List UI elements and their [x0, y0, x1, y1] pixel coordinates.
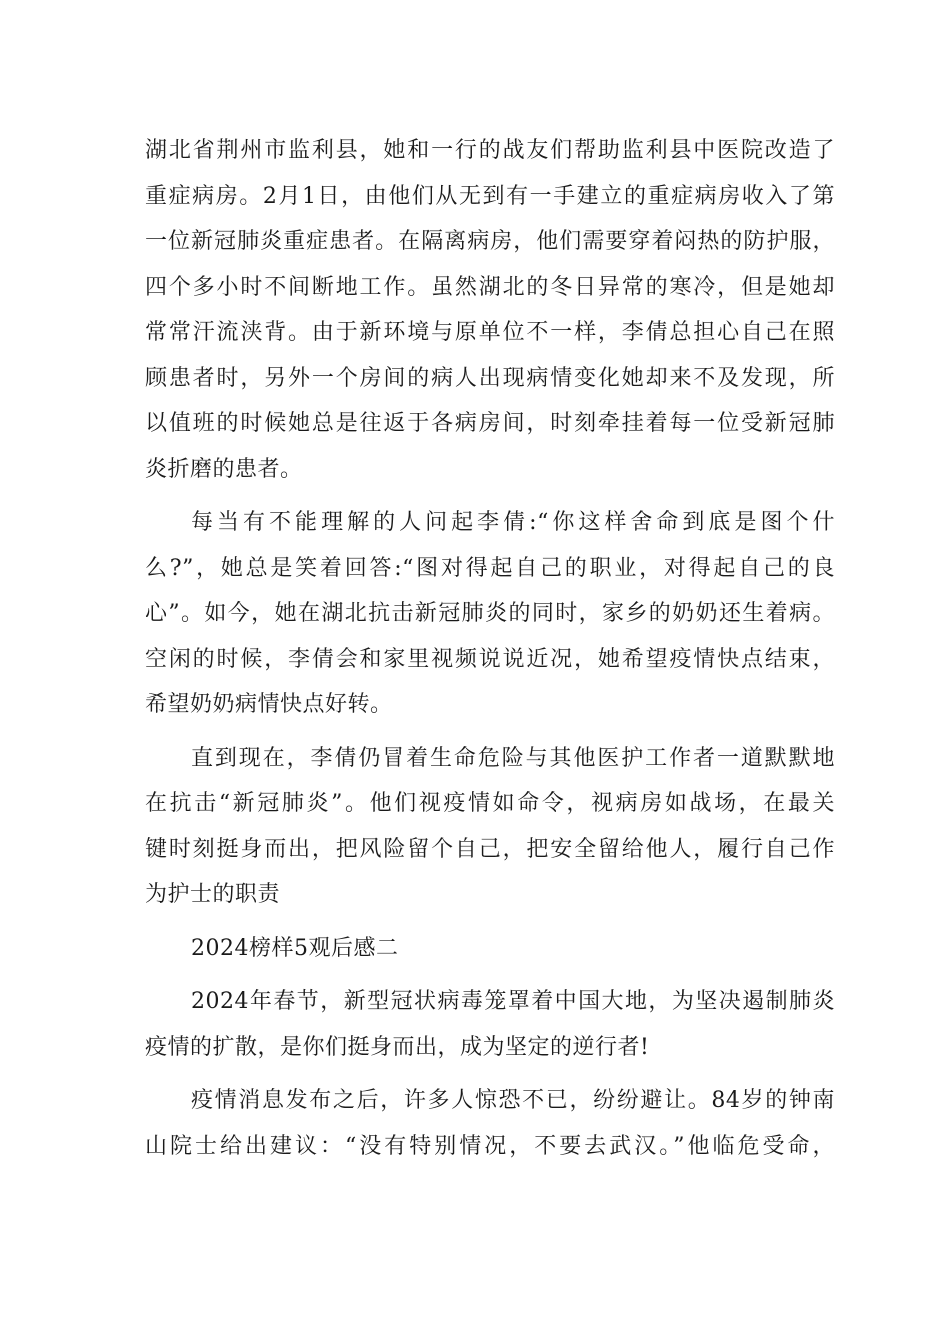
text-line: 每当有不能理解的人问起李倩:“你这样舍命到底是图个什 [191, 510, 835, 535]
section-title: 2024榜样5观后感二 [191, 935, 399, 961]
text-line: 在抗击“新冠肺炎”。他们视疫情如命令，视病房如战场，在最关 [145, 791, 835, 816]
section-heading [145, 926, 835, 972]
text-line: 么?”，她总是笑着回答:“图对得起自己的职业，对得起自己的良 [145, 555, 836, 581]
text-line: 键时刻挺身而出，把风险留个自己，把安全留给他人，履行自己作 [145, 836, 835, 862]
text-line: 心”。如今，她在湖北抗击新冠肺炎的同时，家乡的奶奶还生着病。 [145, 601, 835, 626]
text-line: 空闲的时候，李倩会和家里视频说说近况，她希望疫情快点结束， [145, 646, 835, 672]
paragraph-5 [145, 1078, 835, 1169]
text-line: 湖北省荆州市监利县，她和一行的战友们帮助监利县中医院改造了 [145, 138, 835, 163]
text-line: 直到现在，李倩仍冒着生命危险与其他医护工作者一道默默地 [191, 745, 835, 771]
document-page [145, 128, 835, 1169]
paragraph-3 [145, 736, 835, 918]
text-line: 山院士给出建议：“没有特别情况，不要去武汉。”他临危受命， [145, 1133, 835, 1159]
text-line: 重症病房。2月1日，由他们从无到有一手建立的重症病房收入了第 [145, 183, 835, 209]
text-line: 常常汗流浃背。由于新环境与原单位不一样，李倩总担心自己在照 [145, 320, 835, 345]
text-line: 为护士的职责 [145, 882, 281, 907]
text-line: 顾患者时，另外一个房间的病人出现病情变化她却来不及发现，所 [145, 365, 835, 391]
text-line: 一位新冠肺炎重症患者。在隔离病房，他们需要穿着闷热的防护服， [145, 229, 835, 254]
paragraph-4 [145, 979, 835, 1070]
text-line: 疫情的扩散，是你们挺身而出，成为坚定的逆行者! [145, 1034, 650, 1060]
text-line: 四个多小时不间断地工作。虽然湖北的冬日异常的寒冷，但是她却 [145, 274, 835, 300]
paragraph-2 [145, 500, 835, 728]
text-line: 希望奶奶病情快点好转。 [145, 692, 393, 717]
text-line: 炎折磨的患者。 [145, 456, 303, 482]
text-line: 疫情消息发布之后，许多人惊恐不已，纷纷避让。84岁的钟南 [191, 1088, 835, 1113]
paragraph-1 [145, 128, 835, 492]
text-line: 以值班的时候她总是往返于各病房间，时刻牵挂着每一位受新冠肺 [145, 411, 835, 436]
text-line: 2024年春节，新型冠状病毒笼罩着中国大地，为坚决遏制肺炎 [191, 989, 835, 1014]
